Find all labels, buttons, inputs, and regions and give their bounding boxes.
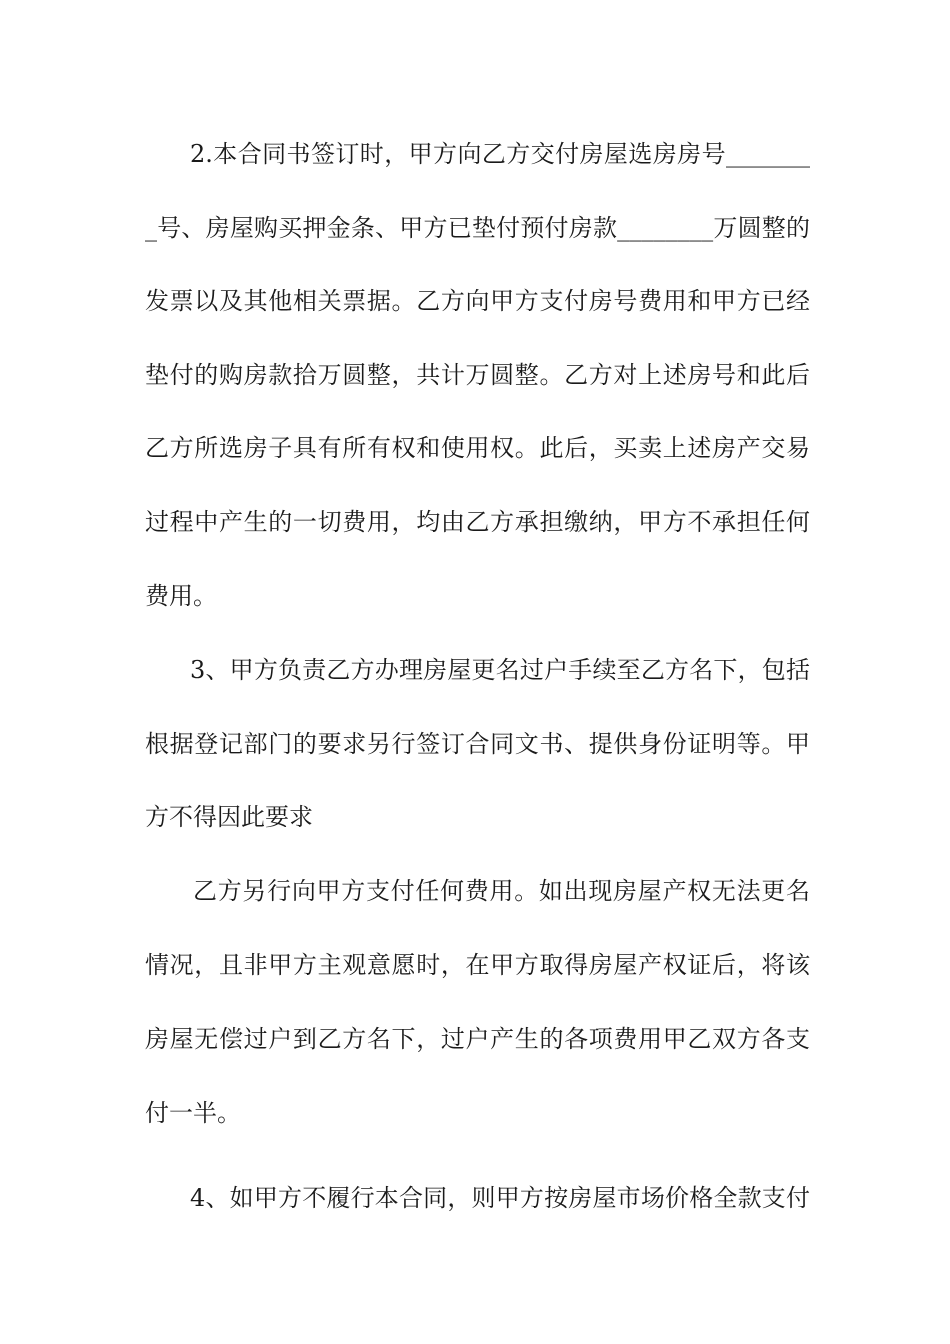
paragraph-3-line-2: 根据登记部门的要求另行签订合同文书、提供身份证明等。甲 [145,730,810,758]
paragraph-4-line-1: 4、如甲方不履行本合同，则甲方按房屋市场价格全款支付 [190,1184,810,1212]
paragraph-3b-line-2: 情况，且非甲方主观意愿时，在甲方取得房屋产权证后，将该 [145,951,810,979]
paragraph-2-line-3: 发票以及其他相关票据。乙方向甲方支付房号费用和甲方已经 [145,287,810,315]
paragraph-2-line-4: 垫付的购房款拾万圆整，共计万圆整。乙方对上述房号和此后 [145,361,810,389]
paragraph-2-line-1: 2.本合同书签订时，甲方向乙方交付房屋选房房号_______ [190,140,810,168]
paragraph-2-line-7: 费用。 [145,582,217,610]
paragraph-3-line-1: 3、甲方负责乙方办理房屋更名过户手续至乙方名下，包括 [190,656,810,684]
paragraph-3-line-3: 方不得因此要求 [145,803,313,831]
paragraph-2-line-5: 乙方所选房子具有所有权和使用权。此后，买卖上述房产交易 [145,434,810,462]
paragraph-3b-line-4: 付一半。 [145,1099,241,1127]
paragraph-2-line-2: _号、房屋购买押金条、甲方已垫付预付房款________万圆整的 [145,214,810,242]
paragraph-3b-line-1: 乙方另行向甲方支付任何费用。如出现房屋产权无法更名 [193,877,810,905]
paragraph-3b-line-3: 房屋无偿过户到乙方名下，过户产生的各项费用甲乙双方各支 [145,1025,810,1053]
paragraph-2-line-6: 过程中产生的一切费用，均由乙方承担缴纳，甲方不承担任何 [145,508,810,536]
